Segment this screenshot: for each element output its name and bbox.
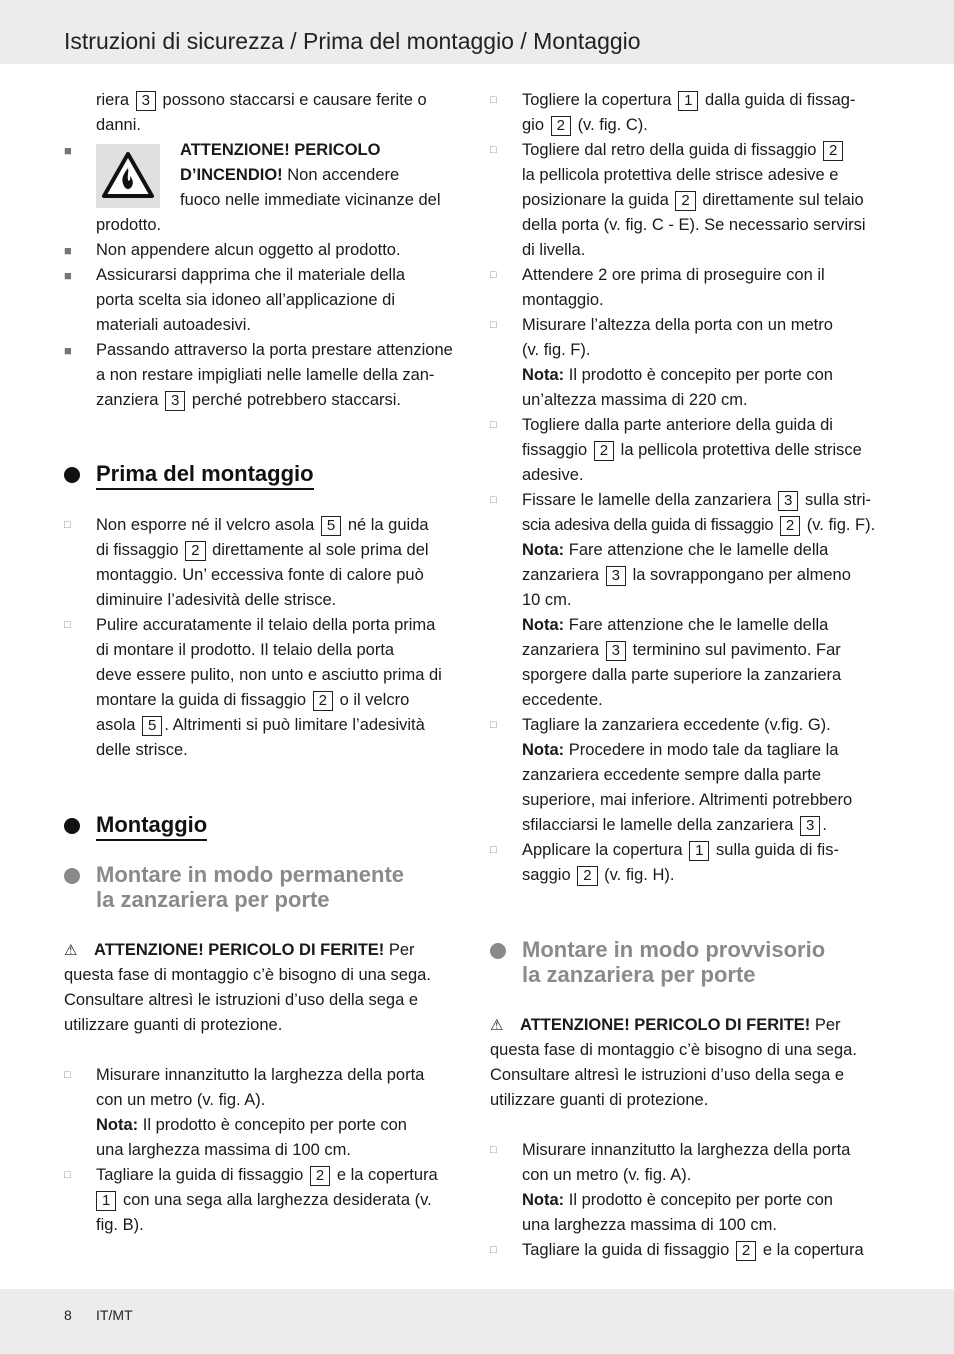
ref-box: 1	[689, 841, 709, 861]
ref-box: 2	[736, 1241, 756, 1261]
list-item: □ Togliere la copertura 1 dalla guida di fissag- gio 2 (v. fig. C).	[490, 88, 890, 138]
bullet-dot-icon	[64, 818, 80, 834]
subsection-heading-permanente: Montare in modo permanente la zanzariera per porte	[64, 862, 464, 912]
list-item: □ Non esporre né il velcro asola 5 né la guida di fissaggio 2 direttamente al sole prima del montaggio. Un’ eccessiva fonte di calore può diminuire l’adesività delle strisce.	[64, 513, 464, 613]
ref-box: 2	[551, 116, 571, 136]
fire-hazard-icon	[96, 144, 160, 208]
list-item: ■ Non appendere alcun oggetto al prodotto.	[64, 238, 464, 263]
ref-box: 3	[165, 391, 185, 411]
ref-box: 3	[136, 91, 156, 111]
ref-box: 3	[800, 816, 820, 836]
checkbox-bullet-icon: □	[64, 619, 71, 631]
list-item: □ Togliere dalla parte anteriore della guida di fissaggio 2 la pellicola protettiva delle strisce adesive.	[490, 413, 890, 488]
warning-triangle-icon: ⚠	[64, 942, 78, 959]
ref-box: 2	[185, 541, 205, 561]
section-heading-prima: Prima del montaggio	[64, 461, 464, 487]
ref-box: 2	[313, 691, 333, 711]
ref-box: 3	[778, 491, 798, 511]
page-title: Istruzioni di sicurezza / Prima del montaggio / Montaggio	[64, 28, 641, 54]
list-item: ■ Passando attraverso la porta prestare attenzione a non restare impigliati nelle lamelle della zan- zanziera 3 perché potrebbero staccarsi.	[64, 338, 464, 413]
left-column	[64, 88, 464, 1238]
list-item: ■ Assicurarsi dapprima che il materiale della porta scelta sia idoneo all’applicazione di materiali autoadesivi.	[64, 263, 464, 338]
ref-box: 5	[142, 716, 162, 736]
ref-box: 2	[594, 441, 614, 461]
checkbox-bullet-icon: □	[64, 1069, 71, 1081]
checkbox-bullet-icon: □	[490, 1244, 497, 1256]
bullet-icon: ■	[64, 343, 72, 358]
page-header	[0, 0, 954, 64]
page-footer	[0, 1289, 954, 1354]
right-column	[490, 88, 890, 1263]
ref-box: 1	[96, 1191, 116, 1211]
ref-box: 2	[780, 516, 800, 536]
checkbox-bullet-icon: □	[490, 94, 497, 106]
ref-box: 1	[678, 91, 698, 111]
list-item: □ Fissare le lamelle della zanzariera 3 sulla stri- scia adesiva della guida di fissaggio 2 (v. fig. F). Nota: Fare attenzione che le lamelle della zanzariera 3 la sovrappongano per almeno 10 cm. Nota: Fare attenzione che le lamelle della zanzariera 3 terminino sul pavimento. Far sporgere dalla parte superiore la zanzariera eccedente.	[490, 488, 890, 713]
paragraph-continued: riera 3 possono staccarsi e causare ferite o danni.	[96, 91, 427, 134]
checkbox-bullet-icon: □	[64, 519, 71, 531]
list-item: □ Attendere 2 ore prima di proseguire con il montaggio.	[490, 263, 890, 313]
checkbox-bullet-icon: □	[490, 419, 497, 431]
list-item: □ Applicare la copertura 1 sulla guida di fis- saggio 2 (v. fig. H).	[490, 838, 890, 888]
checkbox-bullet-icon: □	[490, 494, 497, 506]
list-item: □ Tagliare la guida di fissaggio 2 e la copertura	[490, 1238, 890, 1263]
subsection-heading-provvisorio: Montare in modo provvisorio la zanzariera per porte	[490, 937, 890, 987]
locale-code: IT/MT	[96, 1307, 133, 1323]
bullet-dot-icon	[64, 868, 80, 884]
list-item: □ Togliere dal retro della guida di fissaggio 2 la pellicola protettiva delle strisce adesive e posizionare la guida 2 direttamente sul telaio della porta (v. fig. C - E). Se necessario servirsi di livella.	[490, 138, 890, 263]
list-item: □ Misurare innanzitutto la larghezza della porta con un metro (v. fig. A). Nota: Il prodotto è concepito per porte con una larghezza massima di 100 cm.	[490, 1138, 890, 1238]
ref-box: 2	[675, 191, 695, 211]
ref-box: 3	[606, 641, 626, 661]
list-item: □ Misurare innanzitutto la larghezza della porta con un metro (v. fig. A). Nota: Il prodotto è concepito per porte con una larghezza massima di 100 cm.	[64, 1063, 464, 1163]
injury-warning: ⚠ ATTENZIONE! PERICOLO DI FERITE! Per questa fase di montaggio c’è bisogno di una sega. Consultare altresì le istruzioni d’uso della sega e utilizzare guanti di protezione.	[64, 938, 464, 1038]
ref-box: 2	[310, 1166, 330, 1186]
bullet-icon: ■	[64, 268, 72, 283]
injury-warning: ⚠ ATTENZIONE! PERICOLO DI FERITE! Per questa fase di montaggio c’è bisogno di una sega. Consultare altresì le istruzioni d’uso della sega e utilizzare guanti di protezione.	[490, 1013, 890, 1113]
checkbox-bullet-icon: □	[490, 319, 497, 331]
bullet-dot-icon	[64, 467, 80, 483]
bullet-icon: ■	[64, 143, 72, 158]
checkbox-bullet-icon: □	[490, 144, 497, 156]
checkbox-bullet-icon: □	[64, 1169, 71, 1181]
ref-box: 2	[823, 141, 843, 161]
checkbox-bullet-icon: □	[490, 1144, 497, 1156]
checkbox-bullet-icon: □	[490, 269, 497, 281]
list-item: □ Misurare l’altezza della porta con un metro (v. fig. F). Nota: Il prodotto è concepito per porte con un’altezza massima di 220 cm.	[490, 313, 890, 413]
ref-box: 3	[606, 566, 626, 586]
warning-triangle-icon: ⚠	[490, 1017, 504, 1034]
ref-box: 5	[321, 516, 341, 536]
list-item: □ Tagliare la zanzariera eccedente (v.fig. G). Nota: Procedere in modo tale da tagliare la zanzariera eccedente sempre dalla parte superiore, mai inferiore. Altrimenti potrebbero sfilacciarsi le lamelle della zanzariera 3 .	[490, 713, 890, 838]
bullet-dot-icon	[490, 943, 506, 959]
list-item: □ Pulire accuratamente il telaio della porta prima di montare il prodotto. Il telaio della porta deve essere pulito, non unto e asciutto prima di montare la guida di fissaggio 2 o il velcro asola 5 . Altrimenti si può limitare l’adesività delle strisce.	[64, 613, 464, 763]
bullet-icon: ■	[64, 243, 72, 258]
checkbox-bullet-icon: □	[490, 844, 497, 856]
checkbox-bullet-icon: □	[490, 719, 497, 731]
page-number: 8	[64, 1307, 72, 1323]
section-heading-montaggio: Montaggio	[64, 812, 464, 838]
fire-warning-item: ■ ATTENZIONE! PERICOLO D’INCENDIO! Non accendere fuoco nelle immediate vicinanze del prodotto.	[64, 138, 464, 238]
ref-box: 2	[577, 866, 597, 886]
list-item: □ Tagliare la guida di fissaggio 2 e la copertura 1 con una sega alla larghezza desiderata (v. fig. B).	[64, 1163, 464, 1238]
